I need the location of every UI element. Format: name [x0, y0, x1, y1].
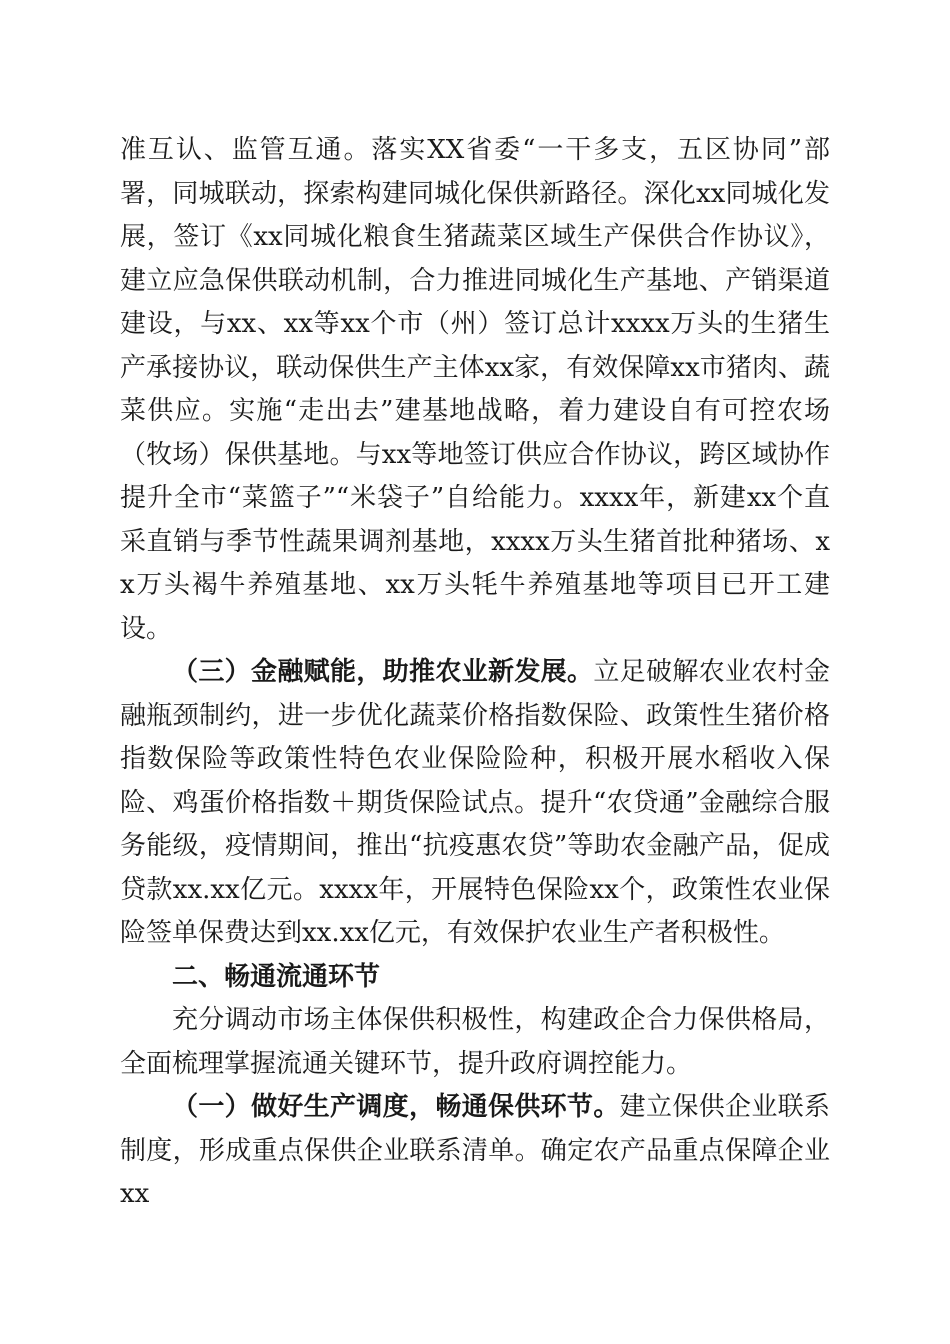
- subsection-lead-3: （三）金融赋能，助推农业新发展。: [172, 657, 594, 687]
- subsection-text-3: 立足破解农业农村金融瓶颈制约，进一步优化蔬菜价格指数保险、政策性生猪价格指数保险等政策性特色农业保险险种，积极开展水稻收入保险、鸡蛋价格指数＋期货保险试点。提升“农贷通”金融综合服务能级，疫情期间，推出“抗疫惠农贷”等助农金融产品，促成贷款xx.xx亿元。xxxx年，开展特色保险xx个，政策性农业保险签单保费达到xx.xx亿元，有效保护农业生产者积极性。: [120, 657, 830, 948]
- subsection-text-1: 建立保供企业联系制度，形成重点保供企业联系清单。确定农产品重点保障企业xx: [120, 1092, 830, 1209]
- subsection-lead-1: （一）做好生产调度，畅通保供环节。: [172, 1092, 620, 1122]
- paragraph-production-scheduling: [120, 1086, 830, 1217]
- section-heading-2: 二、畅通流通环节: [172, 961, 381, 992]
- document-body: [120, 129, 830, 1217]
- paragraph-financial-empowerment: [120, 651, 830, 956]
- paragraph-section-intro: 充分调动市场主体保供积极性，构建政企合力保供格局，全面梳理掌握流通关键环节，提升政府调控能力。: [120, 1005, 830, 1079]
- paragraph-continuation: 准互认、监管互通。落实XX省委“一干多支，五区协同”部署，同城联动，探索构建同城化保供新路径。深化xx同城化发展，签订《xx同城化粮食生猪蔬菜区域生产保供合作协议》，建立应急保供联动机制，合力推进同城化生产基地、产销渠道建设，与xx、xx等xx个市（州）签订总计xxxx万头的生猪生产承接协议，联动保供生产主体xx家，有效保障xx市猪肉、蔬菜供应。实施“走出去”建基地战略，着力建设自有可控农场（牧场）保供基地。与xx等地签订供应合作协议，跨区域协作提升全市“菜篮子”“米袋子”自给能力。xxxx年，新建xx个直采直销与季节性蔬果调剂基地，xxxx万头生猪首批种猪场、xx万头褐牛养殖基地、xx万头牦牛养殖基地等项目已开工建设。: [120, 135, 830, 644]
